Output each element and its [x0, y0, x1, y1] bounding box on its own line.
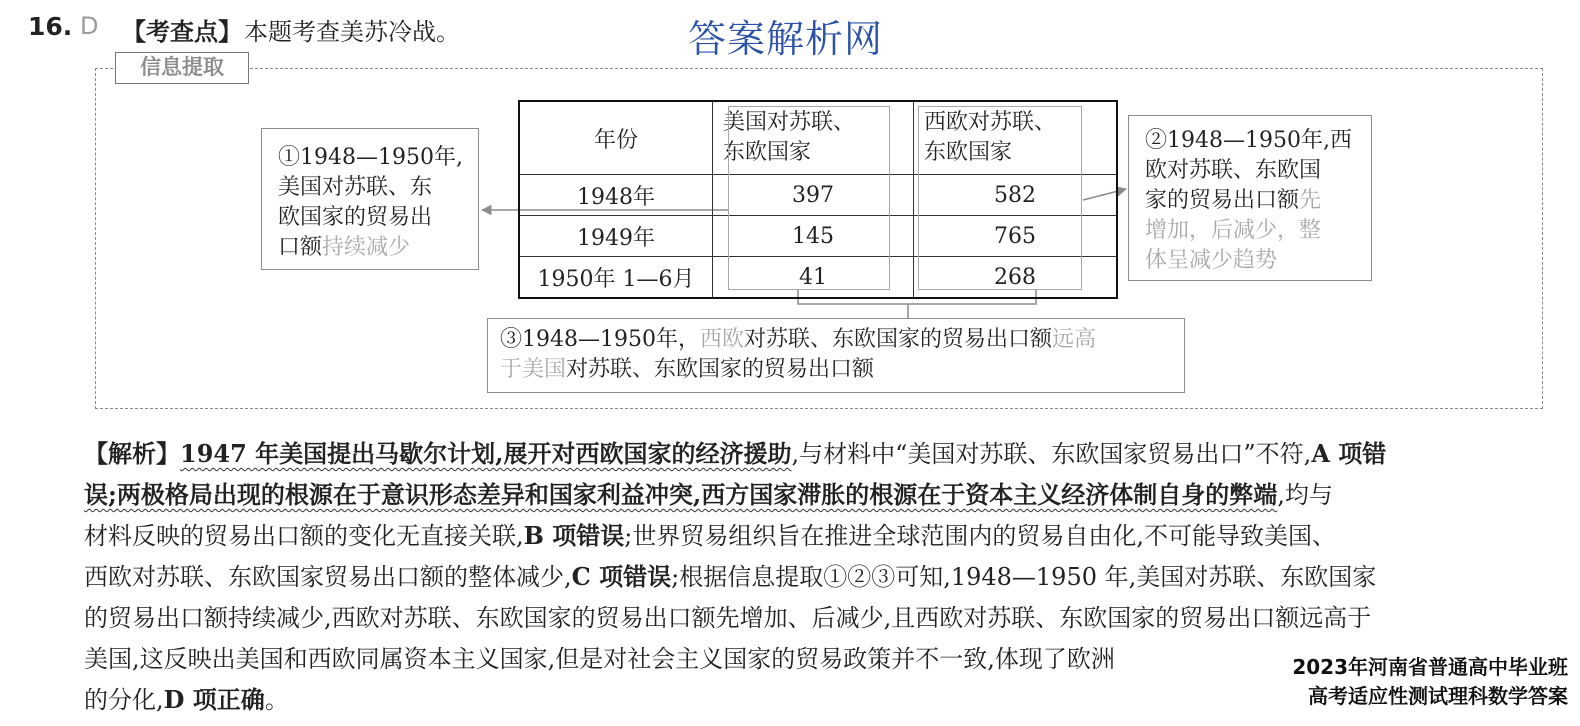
header-west-europe: 西欧对苏联、 东欧国家 — [914, 101, 1118, 175]
exam-point-desc: 本题考查美苏冷战。 — [244, 18, 460, 46]
footer-title-line-2: 高考适应性测试理科数学答案 — [1308, 680, 1568, 709]
row-year: 1949年 — [519, 216, 713, 257]
row-year: 1948年 — [519, 175, 713, 216]
analysis-line-1: 【解析】1947 年美国提出马歇尔计划,展开对西欧国家的经济援助,与材料中“美国对苏联、东欧国家贸易出口”不符,A 项错 — [84, 439, 1387, 468]
info-extraction-title: 信息提取 — [115, 52, 249, 84]
answer-letter: D — [80, 12, 99, 40]
analysis-line-7: 的分化,D 项正确。 — [84, 685, 289, 714]
footer-title-line-1: 2023年河南省普通高中毕业班 — [1292, 651, 1568, 680]
analysis-line-5: 的贸易出口额持续减少,西欧对苏联、东欧国家的贸易出口额先增加、后减少,且西欧对苏联、东欧国家的贸易出口额远高于 — [84, 604, 1372, 632]
analysis-line-4: 西欧对苏联、东欧国家贸易出口额的整体减少,C 项错误;根据信息提取①②③可知,1948—1950 年,美国对苏联、东欧国家 — [84, 562, 1377, 591]
analysis-line-3: 材料反映的贸易出口额的变化无直接关联,B 项错误;世界贸易组织旨在推进全球范围内的贸易自由化,不可能导致美国、 — [84, 521, 1336, 550]
trade-data-table — [518, 100, 1118, 299]
callout-west-europe-trend: ②1948—1950年,西 欧对苏联、东欧国 家的贸易出口额先 增加，后减少，整 体呈减少趋势 — [1128, 115, 1372, 281]
callout-comparison: ③1948—1950年，西欧对苏联、东欧国家的贸易出口额远高 于美国对苏联、东欧国家的贸易出口额 — [487, 318, 1185, 393]
row-us-value: 41 — [713, 257, 914, 299]
row-us-value: 145 — [713, 216, 914, 257]
question-number: 16. — [28, 12, 73, 41]
header-us: 美国对苏联、 东欧国家 — [713, 101, 914, 175]
row-us-value: 397 — [713, 175, 914, 216]
analysis-line-2: 误;两极格局出现的根源在于意识形态差异和国家利益冲突,西方国家滞胀的根源在于资本主义经济体制自身的弊端,均与 — [84, 480, 1333, 509]
row-we-value: 582 — [914, 175, 1118, 216]
row-we-value: 268 — [914, 257, 1118, 299]
row-year: 1950年 1—6月 — [519, 257, 713, 299]
row-we-value: 765 — [914, 216, 1118, 257]
analysis-line-6: 美国,这反映出美国和西欧同属资本主义国家,但是对社会主义国家的贸易政策并不一致,体现了欧洲 — [84, 645, 1115, 673]
exam-point-tag: 【考查点】 — [122, 18, 242, 46]
table-header-row — [519, 101, 1117, 175]
callout-us-trend: ①1948—1950年, 美国对苏联、东 欧国家的贸易出 口额持续减少 — [261, 128, 479, 270]
watermark-text: 答案解析网 — [688, 17, 884, 61]
table-row — [519, 216, 1117, 257]
header-year: 年份 — [519, 101, 713, 175]
table-row — [519, 257, 1117, 299]
table-row — [519, 175, 1117, 216]
